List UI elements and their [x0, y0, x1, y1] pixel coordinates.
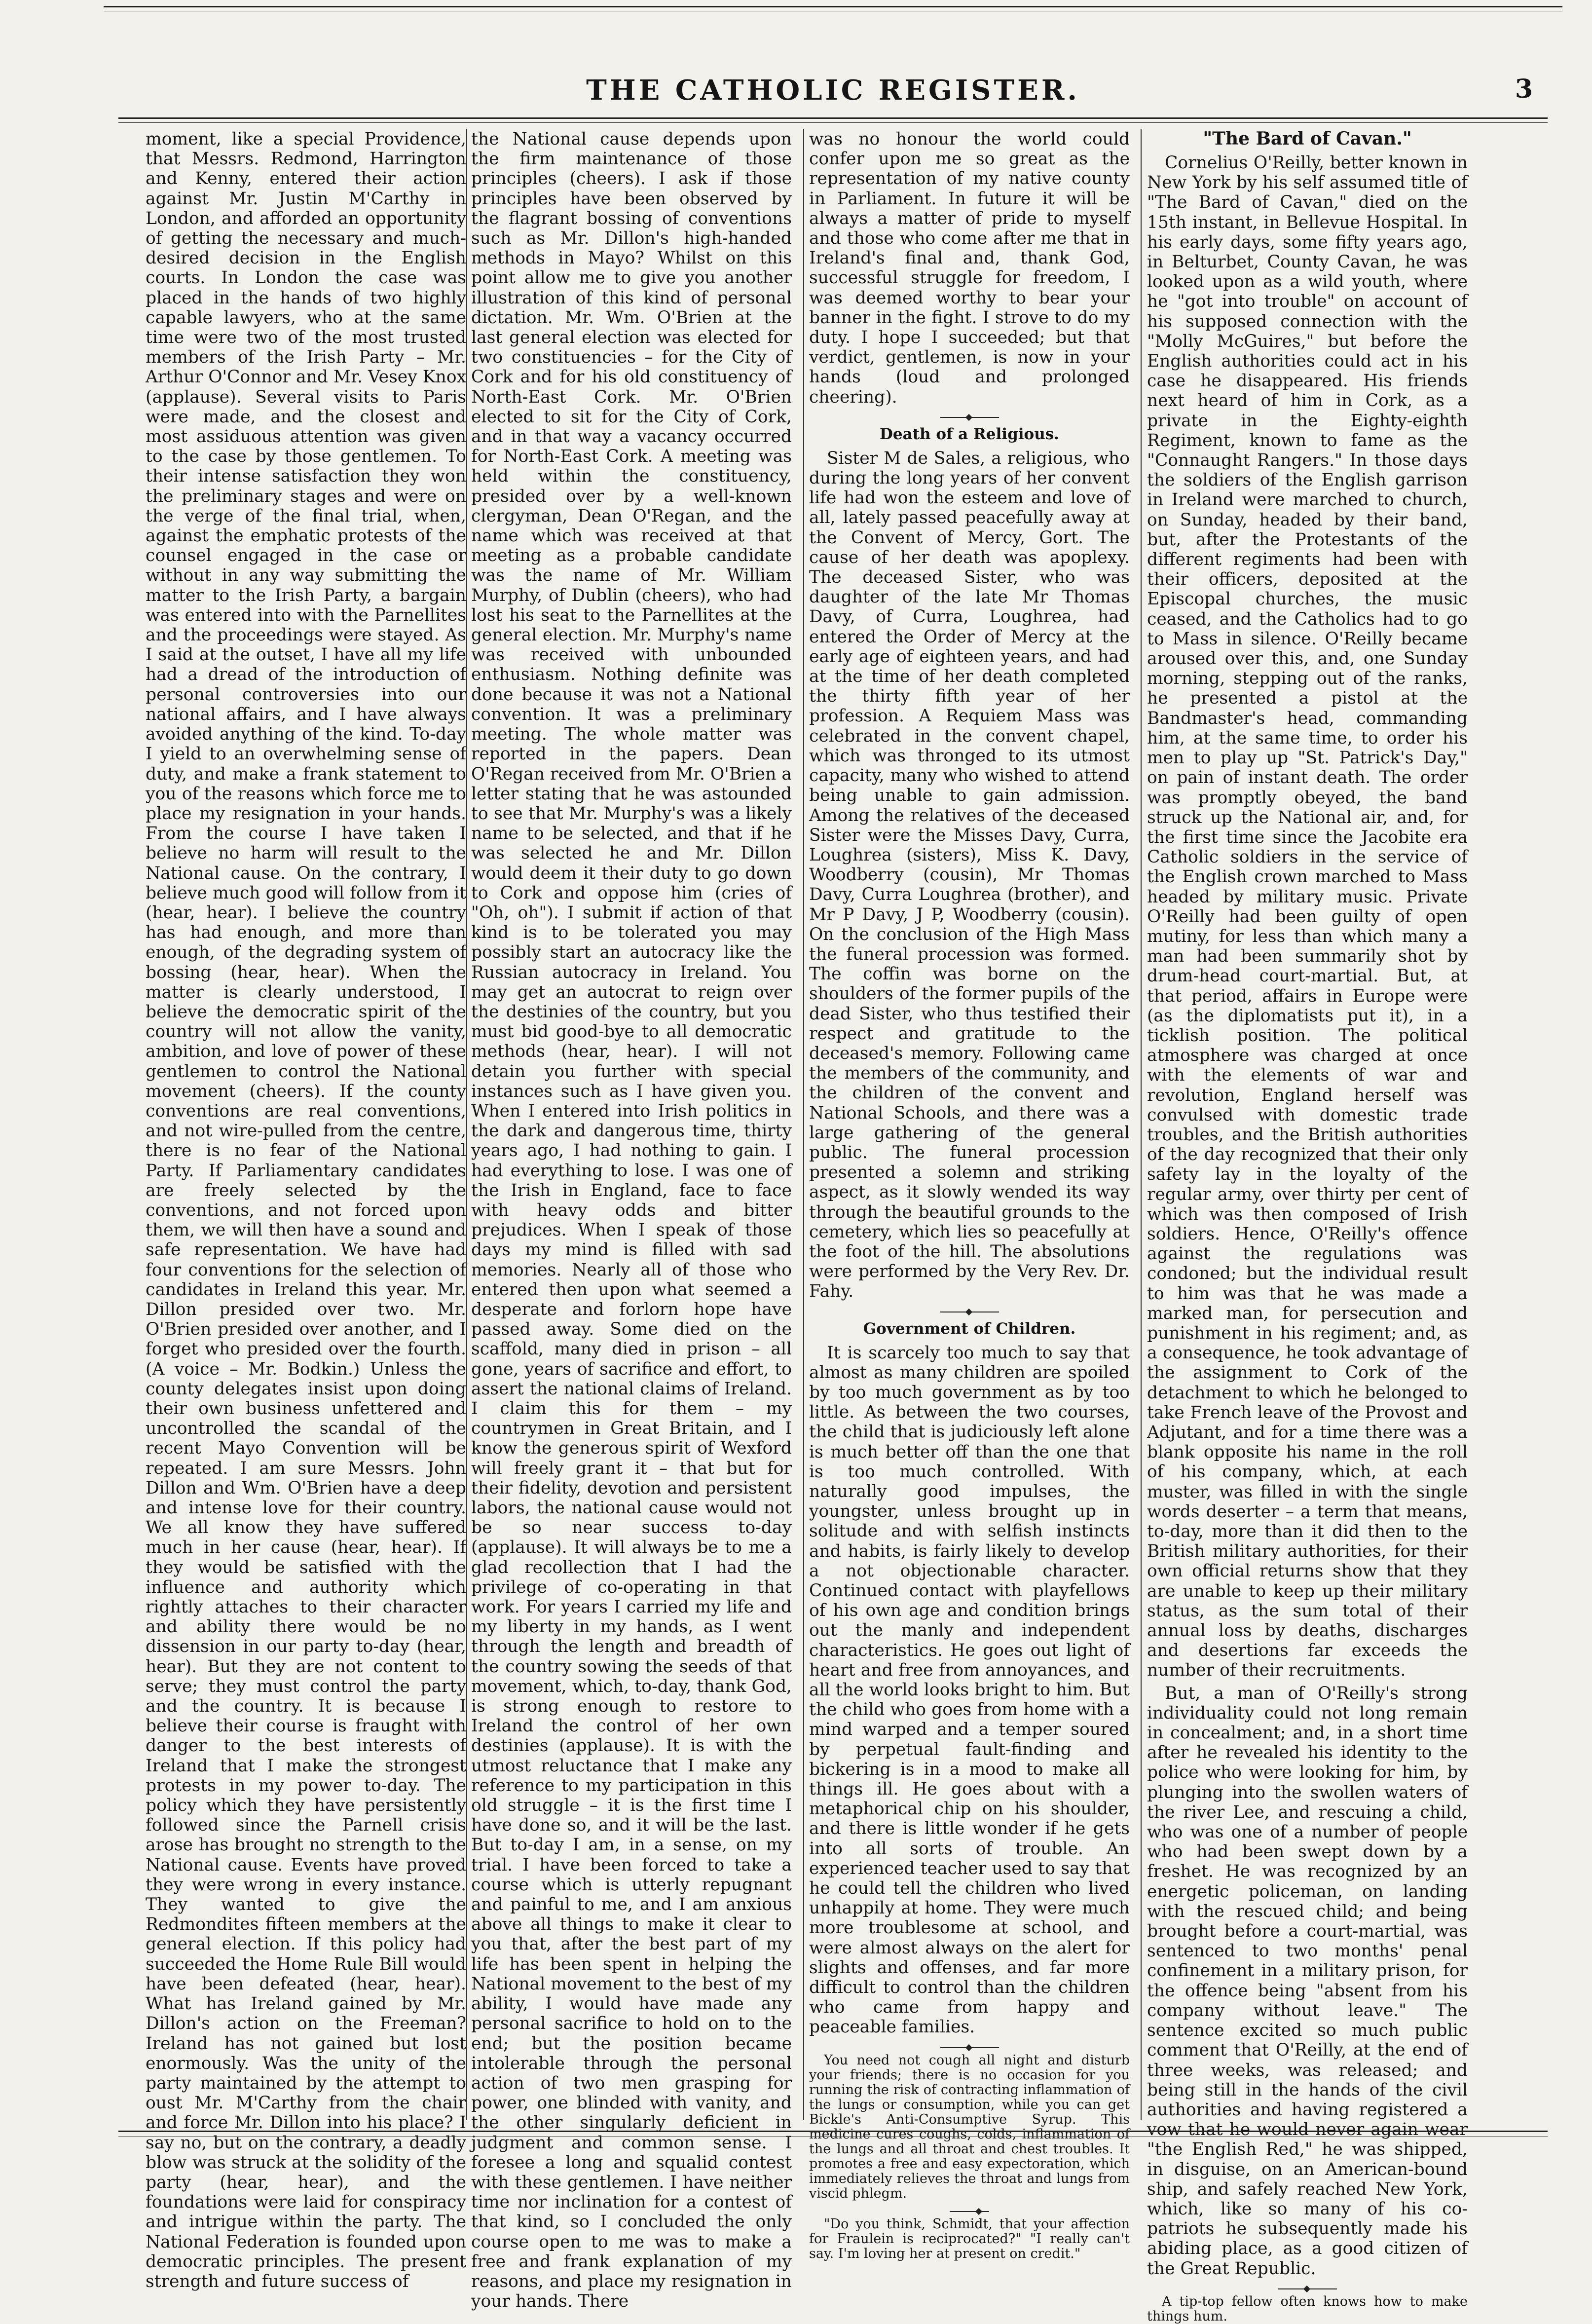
- column-2: [471, 129, 792, 2312]
- section-separator: [1278, 2288, 1337, 2289]
- newspaper-title: THE CATHOLIC REGISTER.: [586, 74, 1080, 107]
- column-1: [146, 129, 466, 2291]
- speech-ending: was no honour the world could confer upon me so great as the representation of my native county in Parliament. In future it will be always a matter of pride to myself and those who come after me that in Ireland's final and, thank God, successful struggle for freedom, I was deemed worthy to bear your banner in the fight. I strove to do my duty. I hope I succeeded; but that verdict, gentlemen, is now in your hands (loud and prolonged cheering).: [809, 129, 1130, 407]
- bard-paragraph: But, a man of O'Reilly's strong individuality could not long remain in concealment; and, in a short time after he revealed his identity to the police who were looking for him, by plunging into the swollen waters of the river Lee, and rescuing a child, who was one of a number of people who had been swept down by a freshet. He was recognized by an energetic policeman, on landing with the rescued child; and being brought before a court-martial, was sentenced to two months' penal confinement in a military prison, for the offence being "absent from his company without leave." The sentence excited so much public comment that O'Reilly, at the end of three weeks, was released; and being still in the hands of the civil authorities and having registered a vow that he would never again wear "the English Red," he was shipped, in disguise, on an American-bound ship, and safely reached New York, which, like so many of his co-patriots he subsequently made his abiding place, as a good citizen of the Great Republic.: [1147, 1683, 1468, 2279]
- column-4: [1147, 128, 1468, 2324]
- bard-heading: "The Bard of Cavan.": [1203, 128, 1412, 149]
- bard-paragraph: Cornelius O'Reilly, better known in New York by his self assumed title of "The Bard of Cavan," died on the 15th instant, in Bellevue Hospital. In his early days, some fifty years ago, in Belturbet, County Cavan, he was looked upon as a wild youth, where he "got into trouble" on account of his supposed connection with the "Molly McGuires," but before the English authorities could act in his case he disappeared. His friends next heard of him in Cork, as a private in the Eighty-eighth Regiment, known to fame as the "Connaught Rangers." In those days the soldiers of the English garrison in Ireland were marched to church, on Sunday, headed by their band, but, after the Protestants of the different regiments had been with their officers, deposited at the Episcopal churches, the music ceased, and the Catholics had to go to Mass in silence. O'Reilly became aroused over this, and, one Sunday morning, stepping out of the ranks, he presented a pistol at the Bandmaster's head, commanding him, at the same time, to order his men to play up "St. Patrick's Day," on pain of instant death. The order was promptly obeyed, the band struck up the National air, and, for the first time since the Jacobite era Catholic soldiers in the service of the English crown marched to Mass headed by military music. Private O'Reilly had been guilty of open mutiny, for less than which many a man had been summarily shot by drum-head court-martial. But, at that period, affairs in Europe were (as the diplomatists put it), in a ticklish position. The political atmosphere was charged at once with the elements of war and revolution, England herself was convulsed with domestic trade troubles, and the British authorities of the day recognized that their only safety lay in the loyalty of the regular army, over thirty per cent of which was then composed of Irish soldiers. Hence, O'Reilly's offence against the regulations was condoned; but the individual result to him was that he was made a marked man, for persecution and punishment in his regiment; and, as a consequence, he took advantage of the assignment to Cork of the detachment to which he belonged to take French leave of the Provost and Adjutant, and for a time there was a blank opposite his name in the roll of his company, which, at each muster, was filled in with the single words deserter – a term that means, to-day, more than it did then to the British military authorities, for their own official returns show that they are unable to keep up their military status, as the sum total of their annual loss by deaths, discharges and desertions far exceeds the number of their recruitments.: [1147, 153, 1468, 1681]
- column-divider: [1141, 129, 1142, 2120]
- joke-text: "Do you think, Schmidt, that your affection for Fraulein is reciprocated?" "I really can't say. I'm loving her at present on credit.": [809, 2216, 1130, 2261]
- section-separator: [940, 417, 999, 418]
- filler-text: A tip-top fellow often knows how to make things hum.: [1147, 2293, 1468, 2324]
- header-rule: [118, 117, 1548, 119]
- column-divider: [803, 129, 804, 2120]
- section-separator: [950, 2211, 989, 2212]
- header-rule-thin: [118, 122, 1548, 123]
- page-number: 3: [1515, 74, 1533, 104]
- children-heading: Government of Children.: [863, 1319, 1076, 1338]
- section-separator: [940, 2047, 999, 2048]
- bottom-rule: [118, 2131, 1548, 2132]
- article-paragraph: the National cause depends upon the firm maintenance of those principles (cheers). I ask if those principles have been observed by the flagrant bossing of conventions such as Mr. Dillon's high-handed methods in Mayo? Whilst on this point allow me to give you another illustration of this kind of personal dictation. Mr. Wm. O'Brien at the last general election was elected for two constituencies – for the City of Cork and for his old constituency of North-East Cork. Mr. O'Brien elected to sit for the City of Cork, and in that way a vacancy occurred for North-East Cork. A meeting was held within the constituency, presided over by a well-known clergyman, Dean O'Regan, and the name which was received at that meeting as a probable candidate was the name of Mr. William Murphy, of Dublin (cheers), who had lost his seat to the Parnellites at the general election. Mr. Murphy's name was received with unbounded enthusiasm. Nothing definite was done because it was not a National convention. It was a preliminary meeting. The whole matter was reported in the papers. Dean O'Regan received from Mr. O'Brien a letter stating that he was astounded to see that Mr. Murphy's was a likely name to be selected, and that if he was selected he and Mr. Dillon would deem it their duty to go down to Cork and oppose him (cries of "Oh, oh"). I submit if action of that kind is to be tolerated you may possibly start an autocracy like the Russian autocracy in Ireland. You may get an autocrat to reign over the destinies of the country, but you must bid good-bye to all democratic methods (hear, hear). I will not detain you further with special instances such as I have given you. When I entered into Irish politics in the dark and dangerous time, thirty years ago, I had nothing to gain. I had everything to lose. I was one of the Irish in England, face to face with heavy odds and bitter prejudices. When I speak of those days my mind is filled with sad memories. Nearly all of those who entered then upon what seemed a desperate and forlorn hope have passed away. Some died on the scaffold, many died in prison – all gone, years of sacrifice and effort, to assert the national claims of Ireland. I claim this for them – my countrymen in Great Britain, and I know the generous spirit of Wexford will freely grant it – that but for their fidelity, devotion and persistent labors, the national cause would not be so near success to-day (applause). It will always be to me a glad recollection that I had the privilege of co-operating in that work. For years I carried my life and my liberty in my hands, as I went through the length and breadth of the country sowing the seeds of that movement, which, to-day, thank God, is strong enough to restore to Ireland the control of her own destinies (applause). It is with the utmost reluctance that I make any reference to my participation in this old struggle – it is the first time I have done so, and it will be the last. But to-day I am, in a sense, on my trial. I have been forced to take a course which is utterly repugnant and painful to me, and I am anxious above all things to make it clear to you that, after the best part of my life has been spent in helping the National movement to the best of my ability, I would have made any personal sacrifice to hold on to the end; but the position became intolerable through the personal action of two men grasping for power, one blinded with vanity, and the other singularly deficient in judgment and common sense. I foresee a long and squalid contest with these gentlemen. I have neither time nor inclination for a contest of that kind, so I concluded the only course open to me was to make a free and frank explanation of my reasons, and place my resignation in your hands. There: [471, 129, 792, 2312]
- filler-block: [1147, 2294, 1468, 2324]
- article-paragraph: moment, like a special Providence, that Messrs. Redmond, Harrington and Kenny, entered their action against Mr. Justin M'Carthy in London, and afforded an opportunity of getting the necessary and much-desired decision in the English courts. In London the case was placed in the hands of two highly capable lawyers, who at the same time were two of the most trusted members of the Irish Party – Mr. Arthur O'Connor and Mr. Vesey Knox (applause). Several visits to Paris were made, and the closest and most assiduous attention was given to the case by those gentlemen. To their intense satisfaction they won the preliminary stages and were on the verge of the final trial, when, against the emphatic protests of the counsel engaged in the case or without in any way submitting the matter to the Irish Party, a bargain was entered into with the Parnellites and the proceedings were stayed. As I said at the outset, I have all my life had a dread of the introduction of personal controversies into our national affairs, and I have always avoided anything of the kind. To-day I yield to an overwhelming sense of duty, and make a frank statement to you of the reasons which force me to place my resignation in your hands. From the course I have taken I believe no harm will result to the National cause. On the contrary, I believe much good will follow from it (hear, hear). I believe the country has had enough, and more than enough, of the degrading system of bossing (hear, hear). When the matter is clearly understood, I believe the democratic spirit of the country will not allow the vanity, ambition, and love of power of these gentlemen to control the National movement (cheers). If the county conventions are real conventions, and not wire-pulled from the centre, there is no fear of the National Party. If Parliamentary candidates are freely selected by the conventions, and not forced upon them, we will then have a sound and safe representation. We have had four conventions for the selection of candidates in Ireland this year. Mr. Dillon presided over two. Mr. O'Brien presided over another, and I forget who presided over the fourth. (A voice – Mr. Bodkin.) Unless the county delegates insist upon doing their own business unfettered and uncontrolled the scandal of the recent Mayo Convention will be repeated. I am sure Messrs. John Dillon and Wm. O'Brien have a deep and intense love for their country. We all know they have suffered much in her cause (hear, hear). If they would be satisfied with the influence and authority which rightly attaches to their character and ability there would be no dissension in our party to-day (hear, hear). But they are not content to serve; they must control the party and the country. It is because I believe their course is fraught with danger to the best interests of Ireland that I make the strongest protests in my power to-day. The policy which they have persistently followed since the Parnell crisis arose has brought no strength to the National cause. Events have proved they were wrong in every instance. They wanted to give the Redmondites fifteen members at the general election. If this policy had succeeded the Home Rule Bill would have been defeated (hear, hear). What has Ireland gained by Mr. Dillon's action on the Freeman? Ireland has not gained but lost enormously. Was the unity of the party maintained by the attempt to oust Mr. M'Carthy from the chair and force Mr. Dillon into his place? I say no, but on the contrary, a deadly blow was struck at the solidity of the party (hear, hear), and the foundations were laid for conspiracy and intrigue within the party. The National Federation is founded upon democratic principles. The present strength and future success of: [146, 129, 466, 2291]
- children-body: It is scarcely too much to say that almost as many children are spoiled by too much government as by too little. As between the two courses, the child that is judiciously left alone is much better off than the one that is too much controlled. With naturally good impulses, the youngster, unless brought up in solitude and with selfish instincts and habits, is fairly likely to develop a not objectionable character. Continued contact with playfellows of his own age and condition brings out the manly and independent characteristics. He goes out light of heart and free from annoyances, and all the world looks bright to him. But the child who goes from home with a mind warped and a temper soured by perpetual fault-finding and bickering is in a mood to make all things ill. He goes about with a metaphorical chip on his shoulder, and there is little wonder if he gets into all sorts of trouble. An experienced teacher used to say that he could tell the children who lived unhappily at home. They were much more troublesome at school, and were almost always on the alert for slights and offenses, and far more difficult to control than the children who came from happy and peaceable families.: [809, 1343, 1130, 2037]
- masthead: [118, 74, 1548, 109]
- advert-text: You need not cough all night and disturb your friends; there is no occasion for you running the risk of contracting inflammation of the lungs or consumption, while you can get Bickle's Anti-Consumptive Syrup. This medicine cures coughs, colds, inflammation of the lungs and all throat and chest troubles. It promotes a free and easy expectoration, which immediately relieves the throat and lungs from viscid phlegm.: [809, 2052, 1130, 2201]
- top-rule: [104, 6, 1562, 7]
- religious-heading: Death of a Religious.: [880, 425, 1059, 443]
- advert-block: [809, 2053, 1130, 2261]
- column-3: [809, 129, 1130, 2261]
- religious-body: Sister M de Sales, a religious, who during the long years of her convent life had won the esteem and love of all, lately passed peacefully away at the Convent of Mercy, Gort. The cause of her death was apoplexy. The deceased Sister, who was daughter of the late Mr Thomas Davy, of Curra, Loughrea, had entered the Order of Mercy at the early age of eighteen years, and had at the time of her death completed the thirty fifth year of her profession. A Requiem Mass was celebrated in the convent chapel, which was thronged to its utmost capacity, many who wished to attend being unable to gain admission. Among the relatives of the deceased Sister were the Misses Davy, Curra, Loughrea (sisters), Miss K. Davy, Woodberry (cousin), Mr Thomas Davy, Curra Loughrea (brother), and Mr P Davy, J P, Woodberry (cousin). On the conclusion of the High Mass the funeral procession was formed. The coffin was borne on the shoulders of the former pupils of the dead Sister, who thus testified their respect and gratitude to the deceased's memory. Following came the members of the community, and the children of the convent and National Schools, and there was a large gathering of the general public. The funeral procession presented a solemn and striking aspect, as it slowly wended its way through the beautiful grounds to the cemetery, which lies so peacefully at the foot of the hill. The absolutions were performed by the Very Rev. Dr. Fahy.: [809, 448, 1130, 1302]
- column-divider: [466, 129, 467, 2120]
